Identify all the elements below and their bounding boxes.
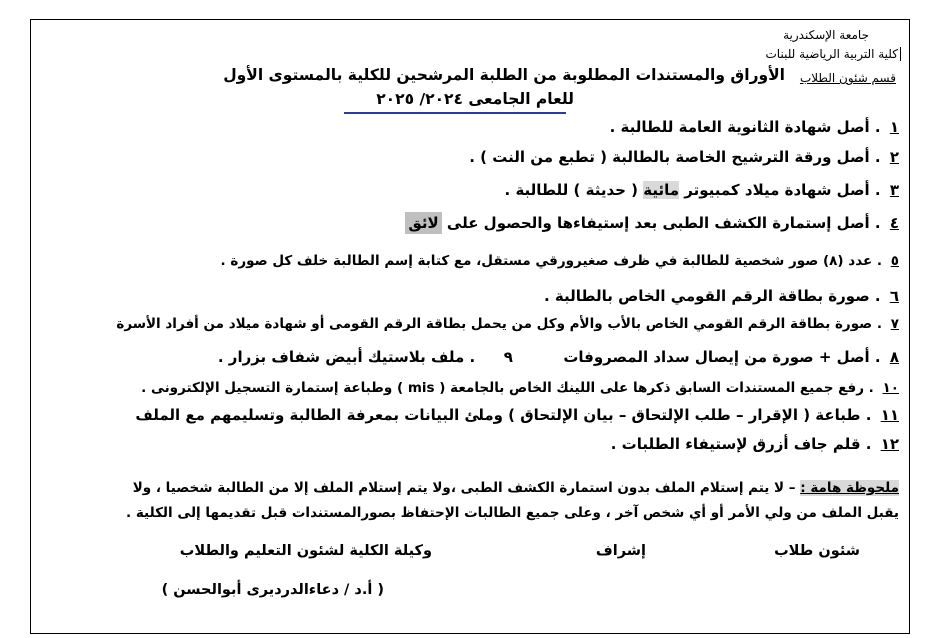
item-text: طباعة ( الإقرار – طلب الإلتحاق – بيان الإلتحاق ) وملئ البيانات بمعرفة الطالبة وتسليمهم مع الملف [135,406,861,424]
list-item: ١٠ . رفع جميع المستندات السابق ذكرها على اللينك الخاص بالجامعة ( mis ) وطباعة إستمارة التسجيل الإلكترونى . [141,380,899,396]
academic-year: للعام الجامعى ٢٠٢٤/ ٢٠٢٥ [376,90,574,108]
item-text: ملف بلاستيك أبيض شفاف بزرار . [217,348,465,366]
list-item: ٧ . صورة بطاقة الرقم القومي الخاص بالأب والأم وكل من يحمل بطاقة الرقم القومى أو شهادة ميلاد من أفراد الأسرة [116,316,899,332]
item-number: ٤ [889,214,899,232]
signature-student-affairs: شئون طلاب [774,543,860,559]
page-title: الأوراق والمستندات المطلوبة من الطلبة المرشحين للكلية بالمستوى الأول [223,66,785,84]
list-item: ٥ . عدد (٨) صور شخصية للطالبة في ظرف صغيرورقي مستقل، مع كتابة إسم الطالبة خلف كل صورة . [220,253,899,269]
highlighted-text: لائق [405,212,441,234]
item-text: رفع جميع المستندات السابق ذكرها على اللينك الخاص بالجامعة ( mis ) وطباعة إستمارة التسجيل الإلكترونى . [141,380,864,396]
item-text: أصل شهادة الثانوية العامة للطالبة . [609,118,870,136]
item-number: ١ [889,118,899,136]
item-number: ٦ [889,287,899,305]
item-text: قلم جاف أزرق لإستيفاء الطلبات . [610,435,861,453]
faculty-name: كلية التربية الرياضية للبنات [766,47,902,61]
university-name: جامعة الإسكندرية [783,28,869,42]
item-text: صورة بطاقة الرقم القومي الخاص بالأب والأم وكل من يحمل بطاقة الرقم القومى أو شهادة ميلاد من أفراد الأسرة [116,316,873,332]
list-item: ١١ . طباعة ( الإقرار – طلب الإلتحاق – بيان الإلتحاق ) وملئ البيانات بمعرفة الطالبة وتسليمهم مع الملف [135,406,899,424]
title-underline [344,112,566,114]
signature-vice-dean-name: ( أ.د / دعاءالدرديرى أبوالحسن ) [161,582,384,598]
item-number: ٨ [889,348,899,366]
list-item: ٢ . أصل ورقة الترشيح الخاصة بالطالبة ( تطبع من النت ) . [469,148,899,166]
item-number: ١٢ [880,435,899,453]
signature-supervision: إشراف [595,543,646,559]
item-text: أصل ورقة الترشيح الخاصة بالطالبة ( تطبع من النت ) . [469,148,870,166]
list-item: ٤ . أصل إستمارة الكشف الطبى بعد إستيفاءها والحصول على لائق [405,214,899,232]
item-number: ٥ [890,253,899,269]
list-item: ١٢ . قلم جاف أزرق لإستيفاء الطلبات . [610,435,899,453]
list-item: ٦ . صورة بطاقة الرقم القومي الخاص بالطالبة . [543,287,899,305]
item-number: ١١ [880,406,899,424]
item-number: ٣ [889,181,899,199]
highlighted-text: مائية [643,181,680,199]
note-text: – لا يتم إستلام الملف بدون استمارة الكشف الطبى ،ولا يتم إستلام الملف إلا من الطالبة شخصيا ، ولا [132,480,796,496]
item-text: أصل إستمارة الكشف الطبى بعد إستيفاءها والحصول على [446,214,870,232]
item-number: ٢ [889,148,899,166]
item-number: ٧ [890,316,899,332]
item-text: عدد (٨) صور شخصية للطالبة في ظرف صغيرورقي مستقل، مع كتابة إسم الطالبة خلف كل صورة . [220,253,873,269]
note-line-2 [126,505,899,521]
note-label: ملحوظة هامة : [800,480,899,496]
item-text: أصل شهادة ميلاد كمبيوتر [684,181,870,199]
item-text: أصل + صورة من إيصال سداد المصروفات [563,348,870,366]
list-item: ١ . أصل شهادة الثانوية العامة للطالبة . [609,118,899,136]
list-item: ٨ . أصل + صورة من إيصال سداد المصروفات ٩ . ملف بلاستيك أبيض شفاف بزرار . [217,348,899,366]
note-text: يقبل الملف من ولي الأمر أو أي شخص آخر ، وعلى جميع الطالبات الإحتفاظ بصورالمستندات قبل تقديمها إلى الكلية . [126,505,899,521]
item-number: ٩ [503,348,513,366]
note-line-1 [133,480,899,496]
item-number: ١٠ [882,380,899,396]
signature-vice-dean: وكيلة الكلية لشئون التعليم والطلاب [179,543,432,559]
item-text: ( حديثة ) للطالبة . [504,181,639,199]
item-text: صورة بطاقة الرقم القومي الخاص بالطالبة . [543,287,870,305]
department-name: قسم شئون الطلاب [799,71,896,85]
list-item: ٣ . أصل شهادة ميلاد كمبيوتر مائية ( حديثة ) للطالبة . [504,181,899,199]
